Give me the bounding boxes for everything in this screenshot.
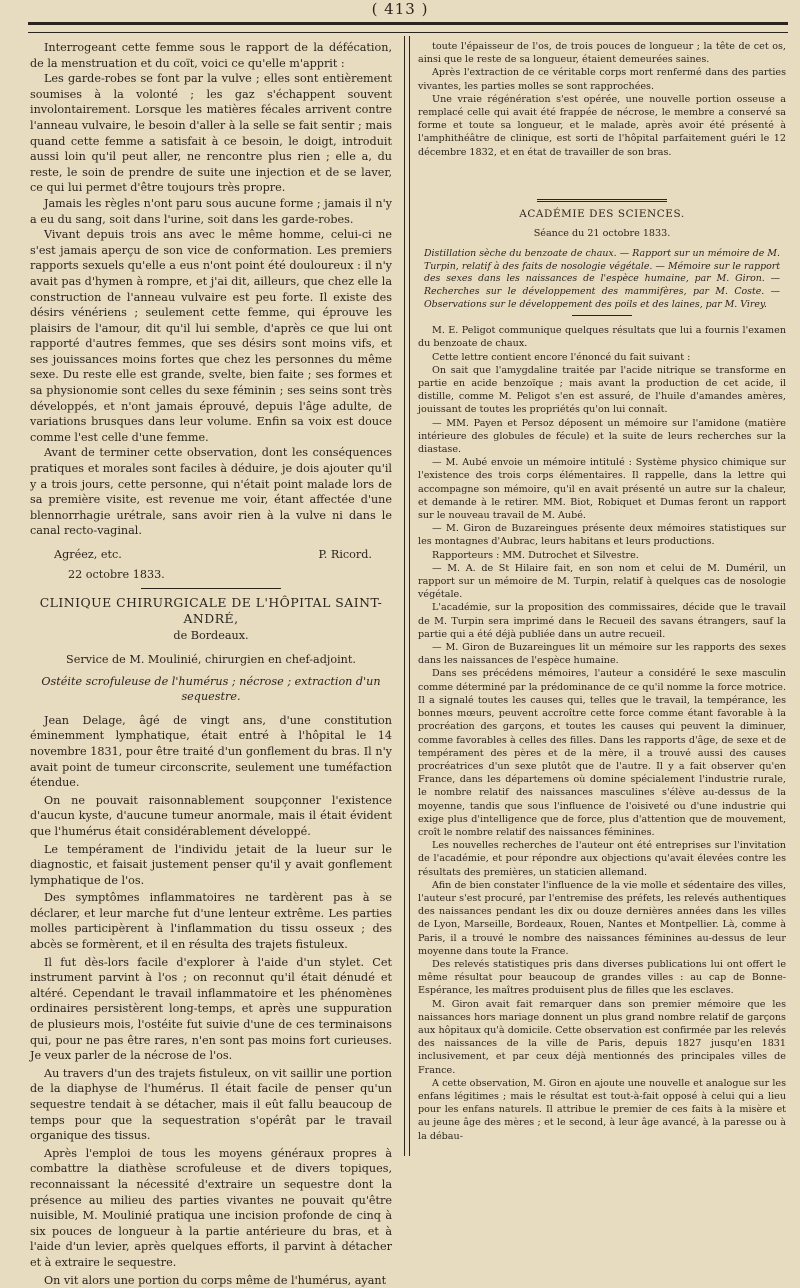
paragraph: Jean Delage, âgé de vingt ans, d'une constitution éminemment lymphatique, était entré à l'hôpital le 14 novembre 1831, pour être traité d'un gonflement du bras. Il n'y avait point de tumeur circonscrite, seulement une tuméfaction étendue. [30, 713, 392, 790]
paragraph: — M. Aubé envoie un mémoire intitulé : Système physico chimique sur l'existence des trois corps élémentaires. Il rappelle, dans la lettre qui accompagne son mémoire, qu'il en avait présenté un autre sur la chaleur, et demande à le retirer. MM. Biot, Robiquet et Dumas feront un rapport sur le nouveau travail de M. Aubé. [418, 457, 786, 522]
section-separator [141, 588, 281, 589]
right-column [418, 40, 786, 1143]
letter-closing [30, 547, 392, 563]
paragraph: Au travers d'un des trajets fistuleux, on vit saillir une portion de la diaphyse de l'humérus. Il était facile de penser qu'un sequestre tendait à se détacher, mais il eût fallu beaucoup de temps pour que la sequestration s'opérât par le travail organique des tissus. [30, 1066, 392, 1143]
paragraph: Vivant depuis trois ans avec le même homme, celui-ci ne s'est jamais aperçu de son vice de conformation. Les premiers rapports sexuels qu'elle a eus n'ont point été douloureux : il n'y avait pas d'hymen à rompre, et j'ai dit, ailleurs, que chez elle la construction de l'anneau vulvaire est peu forte. Il existe des désirs vénériens ; seulement cette femme, qui éprouve les plaisirs de l'amour, dit qu'il lui semble, d'après ce que lui ont rapporté d'autres femmes, que ses désirs sont moins vifs, et ses jouissances moins fortes que chez les personnes du même sexe. Du reste elle est grande, svelte, bien faite ; ses formes et sa physionomie sont celles du sexe féminin ; ses seins sont très développés, et n'ont jamais éprouvé, depuis l'âge adulte, de variations brusques dans leur volume. Enfin sa voix est douce comme l'est celle d'une femme. [30, 228, 392, 444]
paragraph: On sait que l'amygdaline traitée par l'acide nitrique se transforme en partie en acide benzoïque ; mais avant la production de cet acide, il distille, comme M. Peligot s'en est assuré, de l'huile d'amandes amères, jouissant de toutes les propriétés qu'on lui connaît. [418, 364, 786, 416]
left-column [30, 40, 392, 1288]
paragraph: On ne pouvait raisonnablement soupçonner l'existence d'aucun kyste, d'aucune tumeur anormale, mais il était évident que l'humérus était considérablement développé. [30, 793, 392, 838]
paragraph: Des symptômes inflammatoires ne tardèrent pas à se déclarer, et leur marche fut d'une lenteur extrême. Les parties molles participèrent à l'inflammation du tissu osseux ; des abcès se formèrent, et il en résulta des trajets fistuleux. [30, 891, 392, 952]
paragraph: Rapporteurs : MM. Dutrochet et Silvestre. [432, 549, 639, 561]
signature: P. Ricord. [318, 548, 372, 561]
case-title: Ostéite scrofuleuse de l'humérus ; nécrose ; extraction d'un sequestre. [41, 674, 381, 704]
paragraph: Les nouvelles recherches de l'auteur ont été entreprises sur l'invitation de l'académie, et pour répondre aux objections qu'avait élevées contre les résultats des premières, un staticien allemand. [418, 840, 786, 878]
paragraph: Une vraie régénération s'est opérée, une nouvelle portion osseuse a remplacé celle qui avait été frappée de nécrose, le membre a conservé sa forme et toute sa longueur, et le malade, après avoir été présenté à l'amphithéâtre de clinique, est sorti de l'hôpital parfaitement guéri le 12 décembre 1832, et en état de travailler de son bras. [418, 93, 786, 158]
agreez-text: Agréez, etc. [54, 548, 122, 561]
paragraph: Dans ses précédens mémoires, l'auteur a considéré le sexe masculin comme déterminé par la prédominance de ce qu'il nomme la force motrice. Il a signalé toutes les causes qui, telles que le travail, la tempérance, les bonnes mœurs, peuvent accroître cette force comme étant favorable à la procréation des garçons, et toutes les causes qui peuvent la diminuer, comme favorables à celles des filles. Dans les rapports d'âge, de sexe et de tempérament des pères et de la mère, il a trouvé aussi des causes procréatrices d'un sexe plutôt que de l'autre. Il y a fait observer qu'en France, dans les départemens où domine spécialement l'industrie rurale, le nombre relatif des naissances masculines s'élève au-dessus de la moyenne, tandis que sous l'influence de l'oisiveté ou d'une industrie qui exige plus d'intelligence que de force, plus d'attention que de mouvement, croît le nombre relatif des naissances féminines. [418, 668, 786, 838]
letter-date: 22 octobre 1833. [68, 567, 165, 581]
section-separator [537, 199, 667, 202]
academy-heading: ACADÉMIE DES SCIENCES. [519, 207, 685, 220]
seance-date: Séance du 21 octobre 1833. [533, 228, 671, 240]
paragraph: Afin de bien constater l'influence de la vie molle et sédentaire des villes, l'auteur s'est procuré, par l'entremise des préfets, les relevés authentiques des naissances pendant les dix ou douze dernières années dans les villes de Lyon, Marseille, Bordeaux, Rouen, Nantes et Montpellier. Là, comme à Paris, il a trouvé le nombre des naissances féminines au-dessus de leur moyenne dans toute la France. [418, 879, 786, 957]
paragraph: Interrogeant cette femme sous le rapport de la défécation, de la menstruation et du coït, voici ce qu'elle m'apprit : [30, 41, 392, 70]
paragraph: Cette lettre contient encore l'énoncé du fait suivant : [432, 351, 691, 363]
clinic-place: de Bordeaux. [173, 629, 249, 643]
paragraph: L'académie, sur la proposition des commissaires, décide que le travail de M. Turpin sera imprimé dans le Recueil des savans étrangers, sauf la partie qui a été déjà publiée dans un autre recueil. [418, 602, 786, 640]
paragraph: On vit alors une portion du corps même de l'humérus, ayant [44, 1273, 387, 1287]
paragraph: — M. Giron de Buzareingues lit un mémoire sur les rapports des sexes dans les naissances de l'espèce humaine. [418, 642, 786, 667]
paragraph: Le tempérament de l'individu jetait de la lueur sur le diagnostic, et faisait justement penser qu'il y avait gonflement lymphatique de l'os. [30, 842, 392, 887]
paragraph: toute l'épaisseur de l'os, de trois pouces de longueur ; la tête de cet os, ainsi que le reste de sa longueur, étaient demeurées saines. [418, 41, 786, 66]
page-number: ( 413 ) [371, 0, 429, 18]
paragraph: Avant de terminer cette observation, dont les conséquences pratiques et morales sont faciles à déduire, je dois ajouter qu'il y a trois jours, cette personne, qui n'était point malade lors de sa première visite, est revenue me voir, étant affectée d'une blennorrhagie urétrale, sans avoir rien à la vulve ni dans le canal recto-vaginal. [30, 446, 392, 538]
paragraph: M. Giron avait fait remarquer dans son premier mémoire que les naissances hors mariage donnent un plus grand nombre relatif de garçons aux hôpitaux qu'à domicile. Cette observation est confirmée par les relevés des naissances de la ville de Paris, depuis 1827 jusqu'en 1831 inclusivement, et par ceux déjà mentionnés des principales villes de France. [418, 998, 786, 1076]
paragraph: — MM. Payen et Persoz déposent un mémoire sur l'amidone (matière intérieure des globules de fécule) et la suite de leurs recherches sur la diastase. [418, 417, 786, 456]
session-summary: Distillation sèche du benzoate de chaux. — Rapport sur un mémoire de M. Turpin, relatif à des faits de nosologie végétale. — Mémoire sur le rapport des sexes dans les naissances de l'espèce humaine, par M. Giron. — Recherches sur le développement des mammifères, par M. Coste. — Observations sur le développement des poils et des laines, par M. Virey. [424, 248, 780, 310]
header-rule [28, 22, 788, 33]
section-separator [572, 315, 632, 316]
paragraph: — M. A. de St Hilaire fait, en son nom et celui de M. Duméril, un rapport sur un mémoire de M. Turpin, relatif à quelques cas de nosologie végétale. [418, 562, 786, 601]
column-divider [404, 36, 410, 1156]
paragraph: Des relevés statistiques pris dans diverses publications lui ont offert le même résultat pour beaucoup de grandes villes : au cap de Bonne-Espérance, les maîtres produisent plus de filles que les esclaves. [418, 958, 786, 997]
paragraph: Il fut dès-lors facile d'explorer à l'aide d'un stylet. Cet instrument parvint à l'os ; on reconnut qu'il était dénudé et altéré. Cependant le travail inflammatoire et les phénomènes ordinaires persistèrent long-temps, et après une suppuration de plusieurs mois, l'ostéite fut suivie d'une de ces terminaisons qui, pour ne pas être rares, n'en sont pas moins fort curieuses. Je veux parler de la nécrose de l'os. [30, 955, 392, 1063]
paragraph: A cette observation, M. Giron en ajoute une nouvelle et analogue sur les enfans légitimes ; mais le résultat est tout-à-fait opposé à celui qui a lieu pour les enfans naturels. Il attribue le premier de ces faits à la misère et au jeune âge des mères ; et le second, à leur âge avancé, à la paresse ou à la débau- [418, 1077, 786, 1142]
paragraph: M. E. Peligot communique quelques résultats que lui a fournis l'examen du benzoate de chaux. [418, 325, 786, 350]
paragraph: Après l'extraction de ce véritable corps mort renfermé dans des parties vivantes, les parties molles se sont rapprochées. [418, 67, 786, 92]
paragraph: Après l'emploi de tous les moyens généraux propres à combattre la diathèse scrofuleuse et de divers topiques, reconnaissant la nécessité d'extraire un sequestre dont la présence au milieu des parties vivantes ne pouvait qu'être nuisible, M. Moulinié pratiqua une incision profonde de cinq à six pouces de longueur à la partie antérieure du bras, et à l'aide d'un levier, après quelques efforts, il parvint à détacher et à extraire le sequestre. [30, 1146, 392, 1269]
paragraph: — M. Giron de Buzareingues présente deux mémoires statistiques sur les montagnes d'Aubrac, leurs habitans et leurs productions. [418, 523, 786, 548]
service-line: Service de M. Moulinié, chirurgien en chef-adjoint. [66, 652, 356, 666]
clinic-heading: CLINIQUE CHIRURGICALE DE L'HÔPITAL SAINT-ANDRÉ, [39, 595, 383, 626]
paragraph: Les garde-robes se font par la vulve ; elles sont entièrement soumises à la volonté ; les gaz s'échappent souvent involontairement. Lorsque les matières fécales arrivent contre l'anneau vulvaire, le besoin d'aller à la selle se fait sentir ; mais quand cette femme a satisfait à ce besoin, le doigt, introduit aussi loin qu'il peut aller, ne rencontre plus rien ; elle a, du reste, le soin de prendre de suite une injection et de se laver, ce qui lui permet d'être toujours très propre. [30, 72, 392, 195]
paragraph: Jamais les règles n'ont paru sous aucune forme ; jamais il n'y a eu du sang, soit dans l'urine, soit dans les garde-robes. [30, 196, 392, 226]
